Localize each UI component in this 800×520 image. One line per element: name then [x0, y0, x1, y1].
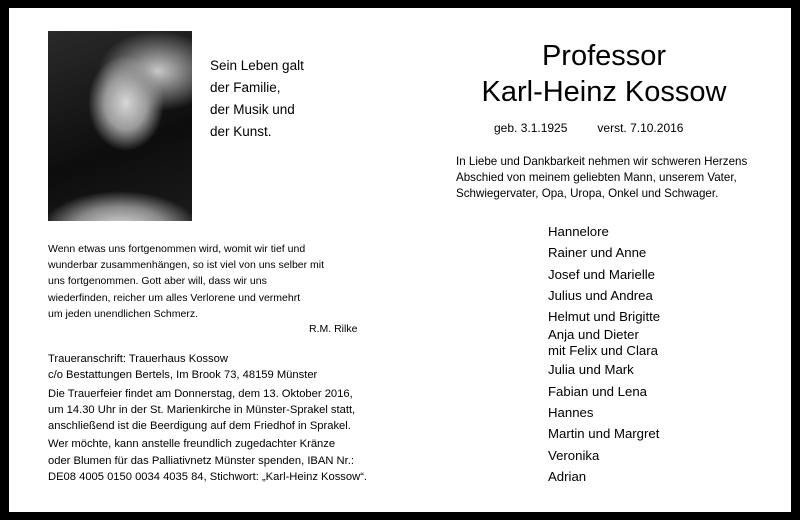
poem-line: wiederfinden, reicher um alles Verlorene und vermehrt [48, 291, 301, 304]
mourner-name: Julius und Andrea [548, 287, 653, 303]
mourner-name: mit Felix und Clara [548, 343, 658, 359]
poem-line: uns fortgenommen. Gott aber will, dass wir uns [48, 275, 267, 288]
death-date: verst. 7.10.2016 [597, 121, 684, 135]
obituary-card [9, 8, 791, 512]
ceremony-line: um 14.30 Uhr in der St. Marienkirche in Münster-Sprakel statt, [48, 403, 356, 416]
birth-date: geb. 3.1.1925 [494, 121, 568, 135]
motto-line: der Musik und [210, 102, 295, 117]
mourner-name: Josef und Marielle [548, 266, 656, 282]
address-block [48, 351, 436, 384]
poem-line: Wenn etwas uns fortgenommen wird, womit wir tief und [48, 243, 306, 255]
donation-line: oder Blumen für das Palliativnetz Münster spenden, IBAN Nr.: [48, 454, 354, 467]
address-line: c/o Bestattungen Bertels, Im Brook 73, 48159 Münster [48, 369, 318, 382]
mourner-name: Adrian [548, 468, 587, 484]
motto-line: der Kunst. [210, 124, 272, 139]
mourner-name: Fabian und Lena [548, 383, 647, 399]
funeral-info [48, 351, 436, 487]
donation-line: Wer möchte, kann anstelle freundlich zugedachter Kränze [48, 438, 336, 451]
motto-line: Sein Leben galt [210, 58, 304, 73]
mourner-name: Hannes [548, 405, 594, 421]
intro-line: Schwiegervater, Opa, Uropa, Onkel und Schwager. [456, 187, 719, 200]
title-line-1: Professor [541, 40, 667, 72]
mourners-list [548, 221, 660, 487]
poem-line: um jeden unendlichen Schmerz. [48, 307, 199, 320]
mourner-name: Hannelore [548, 224, 609, 239]
intro-line: Abschied von meinem geliebten Mann, unserem Vater, [456, 171, 737, 184]
mourner-name: Martin und Margret [548, 426, 660, 442]
poem-line: wunderbar zusammenhängen, so ist viel von uns selber mit [48, 259, 325, 272]
portrait-photo [48, 31, 192, 221]
address-line: Traueranschrift: Trauerhaus Kossow [48, 353, 228, 365]
title-line-2: Karl-Heinz Kossow [481, 76, 727, 108]
mourner-name: Helmut und Brigitte [548, 309, 661, 325]
mourner-name: Veronika [548, 447, 600, 463]
mourner-name: Rainer und Anne [548, 245, 647, 261]
donation-line: DE08 4005 0150 0034 4035 84, Stichwort: „Karl-Heinz Kossow“. [48, 471, 368, 484]
mourner-name: Anja und Dieter [548, 327, 639, 343]
intro-line: In Liebe und Dankbarkeit nehmen wir schweren Herzens [456, 155, 748, 168]
poem-author: R.M. Rilke [309, 323, 358, 335]
motto-line: der Familie, [210, 80, 281, 95]
life-dates [494, 121, 683, 135]
ceremony-block [48, 386, 436, 435]
intro-text [456, 154, 786, 202]
donation-block [48, 436, 436, 485]
ceremony-line: Die Trauerfeier findet am Donnerstag, dem 13. Oktober 2016, [48, 387, 353, 400]
poem [48, 241, 368, 322]
ceremony-line: anschließend ist die Beerdigung auf dem Friedhof in Sprakel. [48, 420, 351, 433]
mourner-name: Julia und Mark [548, 362, 634, 378]
motto [210, 55, 304, 143]
